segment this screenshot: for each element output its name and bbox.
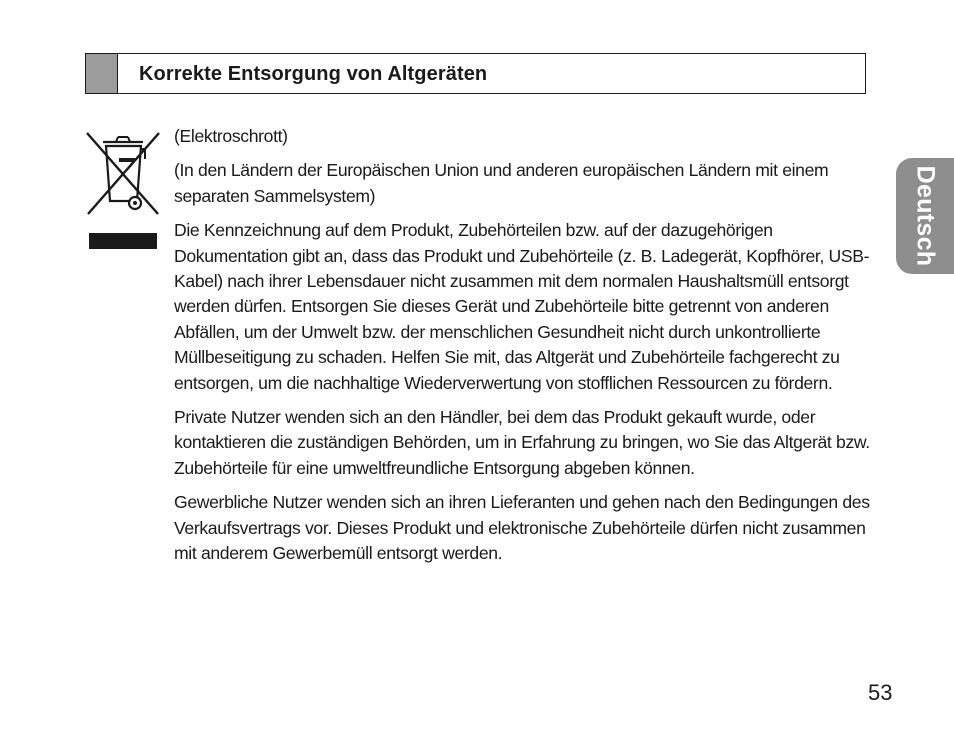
paragraph: Die Kennzeichnung auf dem Produkt, Zubehörteilen bzw. auf der dazugehörigen Dokumentation gibt an, dass das Produkt und Zubehörteile (z. B. Ladegerät, Kopfhörer, USB-Kabel) nach ihrer Lebensdauer nicht zusammen mit dem normalen Haushaltsmüll entsorgt werden dürfen. Entsorgen Sie dieses Gerät und Zubehörteile bitte getrennt von anderen Abfällen, um der Umwelt bzw. der menschlichen Gesundheit nicht durch unkontrollierte Müllbeseitigung zu schaden. Helfen Sie mit, das Altgerät und Zubehörteile fachgerecht zu entsorgen, um die nachhaltige Wiederverwertung von stofflichen Ressourcen zu fördern. xyxy=(174,220,870,393)
section-header-marker xyxy=(86,54,118,93)
weee-underline-bar xyxy=(89,233,157,249)
paragraph: (Elektroschrott) xyxy=(174,126,288,146)
language-tab-label: Deutsch xyxy=(911,165,940,267)
language-tab xyxy=(896,158,954,274)
paragraph: Gewerbliche Nutzer wenden sich an ihren Lieferanten und gehen nach den Bedingungen des Verkaufsvertrags vor. Dieses Produkt und elektronische Zubehörteile dürfen nicht zusammen mit anderem Gewerbemüll entsorgt werden. xyxy=(174,492,870,564)
page-number: 53 xyxy=(868,680,893,705)
paragraph: Private Nutzer wenden sich an den Händler, bei dem das Produkt gekauft wurde, oder kontaktieren die zuständigen Behörden, um in Erfahrung zu bringen, wo Sie das Altgerät bzw. Zubehörteile für eine umweltfreundliche Entsorgung abgeben können. xyxy=(174,407,870,478)
paragraph: (In den Ländern der Europäischen Union und anderen europäischen Ländern mit einem separaten Sammelsystem) xyxy=(174,160,829,206)
section-title: Korrekte Entsorgung von Altgeräten xyxy=(139,63,488,85)
crossed-out-wheelie-bin-icon xyxy=(85,131,162,217)
section-header xyxy=(85,53,866,94)
body-text xyxy=(174,124,874,576)
